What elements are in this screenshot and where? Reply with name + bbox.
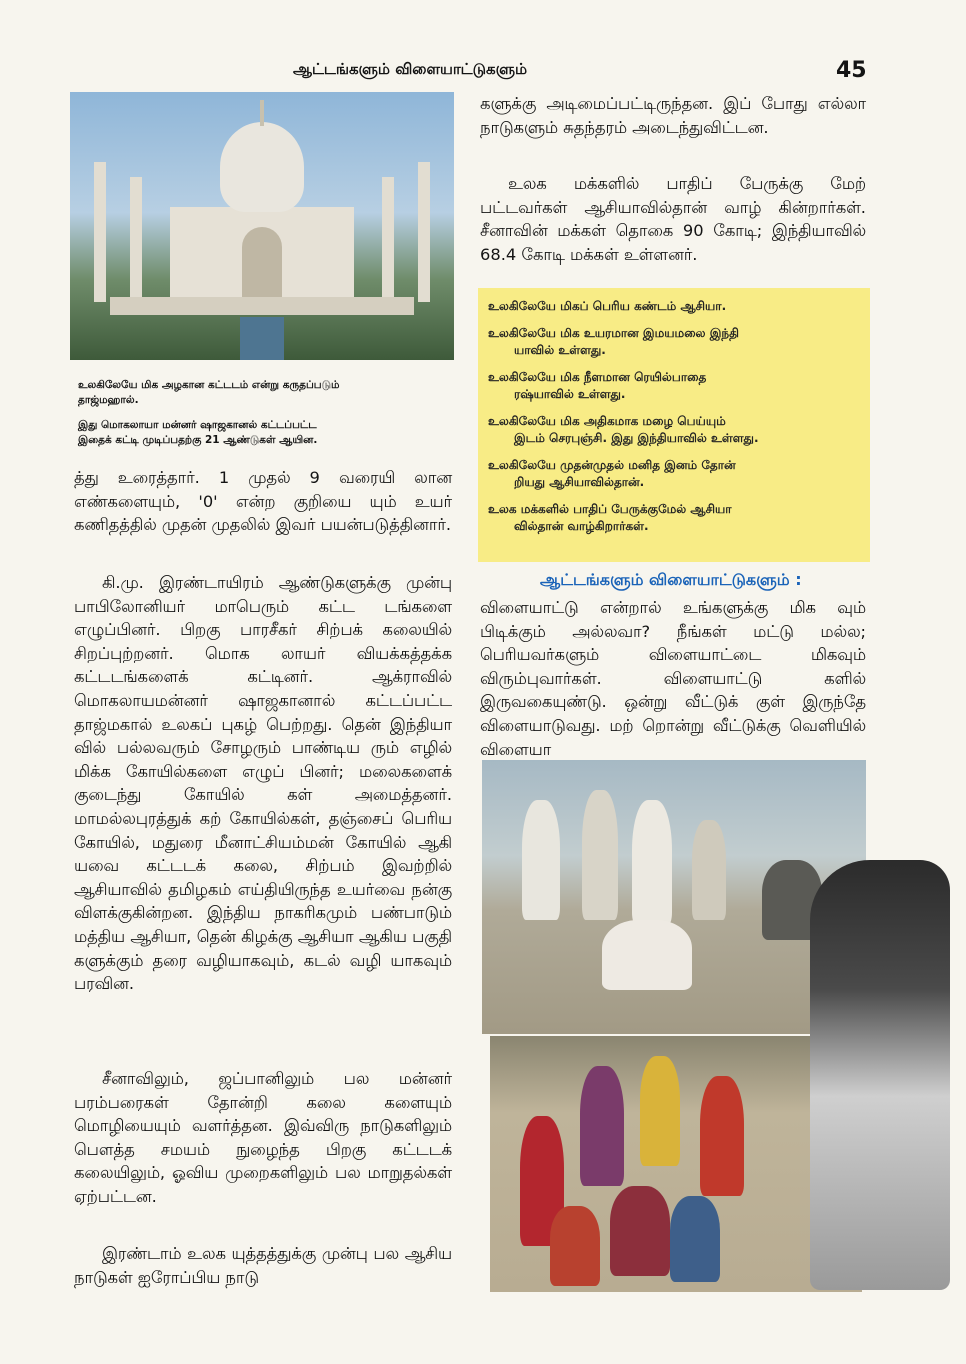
left-paragraph-2: கி.மு. இரண்டாயிரம் ஆண்டுகளுக்கு முன்பு பாபிலோனியர் மாபெரும் கட்ட டங்களை எழுப்பினர். பிறகு பாரசீகர் சிற்பக் கலையில் சிறப்புற்றனர். மொக லாயர் வியக்கத்தக்க கட்டடங்களைக் கட்டினர். ஆக்ராவில் மொகலாயமன்னர் ஷாஜகானால் கட்டப்பட்ட தாஜ்மகால் உலகப் புகழ் பெற்றது. தென் இந்தியா வில் பல்லவரும் சோழரும் பாண்டிய ரும் எழில் மிக்க கோயில்களை எழுப் பினர்; மலைகளைக் குடைந்து கோயில் கள் அமைத்தனர். மாமல்லபுரத்துக் கற் கோயில்கள், தஞ்சைப் பெரிய கோயில், மதுரை மீனாட்சியம்மன் கோயில் ஆகி யவை கட்டடக் கலை, சிற்பம் இவற்றில் ஆசியாவில் தமிழகம் எய்தியிருந்த உயர்வை நன்கு விளக்குகின்றன. இந்திய நாகரிகமும் பண்பாடும் மத்திய ஆசியா, தென் கிழக்கு ஆசியா ஆகிய பகுதி களுக்கும் தரை வழியாகவும், கடல் வழி யாகவும் பரவின. [74, 573, 452, 994]
girls-game-photo [490, 1036, 862, 1292]
girl-photo-cutout [810, 860, 950, 1290]
right-paragraph-2: உலக மக்களில் பாதிப் பேருக்கு மேற் பட்டவர்கள் ஆசியாவில்தான் வாழ் கின்றார்கள். சீனாவின் மக்கள் தொகை 90 கோடி; இந்தியாவில் 68.4 கோடி மக்கள் உள்ளனர். [480, 174, 866, 264]
page-number: 45 [836, 58, 867, 83]
left-paragraph-1: த்து உரைத்தார். 1 முதல் 9 வரையி லான எண்களையும், '0' என்ற குறியை யும் உயர் கணிதத்தில் முதன் முதலில் இவர் பயன்படுத்தினார். [74, 468, 452, 535]
fact-item: உலக மக்களில் பாதிப் பேருக்குமேல் ஆசியா வில்தான் வாழ்கிறார்கள். [488, 502, 732, 533]
fact-item: உலகிலேயே மிகப் பெரிய கண்டம் ஆசியா. [488, 299, 727, 313]
left-paragraph-4: இரண்டாம் உலக யுத்தத்துக்கு முன்பு பல ஆசிய நாடுகள் ஐரோப்பிய நாடு [74, 1244, 452, 1287]
taj-mahal-photo [70, 92, 454, 360]
left-paragraph-3: சீனாவிலும், ஜப்பானிலும் பல மன்னர் பரம்பரைகள் தோன்றி கலை களையும் மொழியையும் வளர்த்தன. இவ்விரு நாடுகளிலும் பௌத்த சமயம் நுழைந்த பிறகு கட்டடக் கலையிலும், ஓவிய முறைகளிலும் பல மாறுதல்கள் ஏற்பட்டன. [74, 1069, 452, 1206]
section-title: ஆட்டங்களும் விளையாட்டுகளும் : [540, 570, 802, 589]
right-paragraph-1: களுக்கு அடிமைப்பட்டிருந்தன. இப் போது எல்லா நாடுகளும் சுதந்தரம் அடைந்துவிட்டன. [480, 94, 866, 137]
running-title: ஆட்டங்களும் விளையாட்டுகளும் [292, 60, 528, 78]
fact-item: உலகிலேயே மிக நீளமான ரெயில்பாதை ரஷ்யாவில் உள்ளது. [488, 370, 707, 401]
taj-caption: உலகிலேயே மிக அழகான கட்டடம் என்று கருதப்படும் தாஜ்மஹால். இது மொகலாயா மன்னர் ஷாஜகானல் கட்டப்பட்ட இதைக் கட்டி முடிப்பதற்கு 21 ஆண்டுகள் ஆயின. [78, 379, 340, 446]
fact-item: உலகிலேயே மிக அதிகமாக மழை பெய்யும் இடம் செரபுஞ்சி. இது இந்தியாவில் உள்ளது. [488, 414, 759, 445]
right-paragraph-3: விளையாட்டு என்றால் உங்களுக்கு மிக வும் பிடிக்கும் அல்லவா? நீங்கள் மட்டு மல்ல; பெரியவர்களும் விளையாட்டை மிகவும் விரும்புவார்கள். விளையாட்டு களில் இருவகையுண்டு. ஒன்று வீட்டுக் குள் இருந்தே விளையாடுவது. மற் றொன்று வீட்டுக்கு வெளியில் விளையா [480, 598, 866, 759]
children-playing-photo [482, 760, 866, 1034]
fact-item: உலகிலேயே முதன்முதல் மனித இனம் தோன் றியது ஆசியாவில்தான். [488, 458, 736, 489]
fact-item: உலகிலேயே மிக உயரமான இமயமலை இந்தி யாவில் உள்ளது. [488, 326, 739, 357]
facts-box [478, 288, 870, 562]
